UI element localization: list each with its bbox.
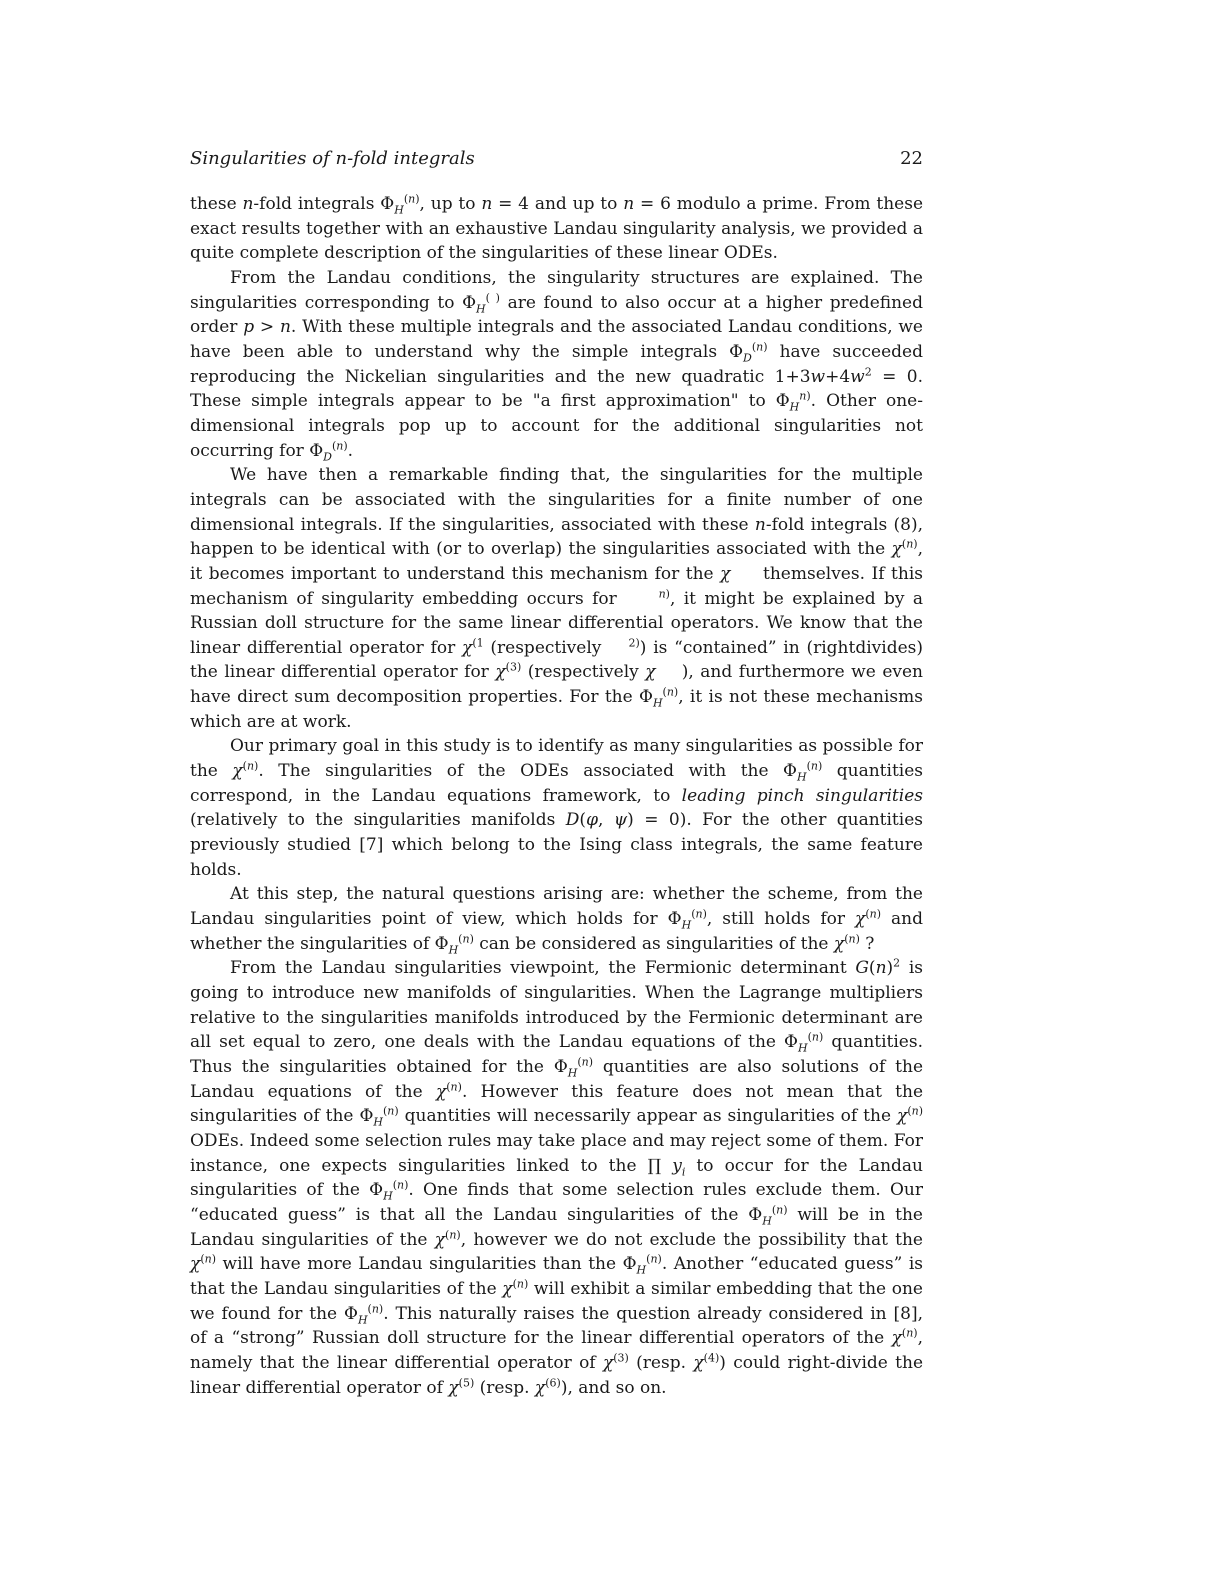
paragraph-4: Our primary goal in this study is to identify as many singularities as possible for the $\chi^{(n)}$. The singularities of the ODEs associated with the $\Phi_H^{(n)}$ quantities correspond, in the Landau equations framework, to leading pinch singularities (relatively to the singularities manifolds D(φ, ψ) = 0). For the other quantities previously studied [7] which belong to the Ising class integrals, the same feature holds.: [190, 736, 923, 880]
page-number: 22: [900, 148, 923, 169]
paragraph-3: We have then a remarkable finding that, the singularities for the multiple integrals can be associated with the singularities for a finite number of one dimensional integrals. If the singularities, associated with these n-fold integrals (8), happen to be identical with (or to overlap) the singularities associated with the $\chi^{(n)}$, it becomes important to understand this mechanism for the χ themselves. If this mechanism of singularity embedding occurs for $^{n)}$, it might be explained by a Russian doll structure for the same linear differential operators. We know that the linear differential operator for $\chi^{(1}$ (respectively $^{2)}$) is “contained” in (rightdivides) the linear differential operator for $\chi^{(3)}$ (respectively χ ), and furthermore we even have direct sum decomposition properties. For the $\Phi_H^{(n)}$, it is not these mechanisms which are at work.: [190, 465, 924, 732]
paragraph-2: From the Landau conditions, the singularity structures are explained. The singularities corresponding to $\Phi_H^{( )}$ are found to also occur at a higher predefined order p > n. With these multiple integrals and the associated Landau conditions, we have been able to understand why the simple integrals $\Phi_D^{(n)}$ have succeeded reproducing the Nickelian singularities and the new quadratic $1+3w+4w^2 = 0$. These simple integrals appear to be "a first approximation" to $\Phi_H^{n)}$. Other one-dimensional integrals pop up to account for the additional singularities not occurring for $\Phi_D^{(n)}$.: [190, 267, 924, 463]
running-title: Singularities of n-fold integrals: [190, 148, 475, 169]
running-head: [190, 148, 923, 174]
paragraph-5: At this step, the natural questions arising are: whether the scheme, from the Landau singularities point of view, which holds for $\Phi_H^{(n)}$, still holds for $\chi^{(n)}$ and whether the singularities of $\Phi_H^{(n)}$ can be considered as singularities of the $\chi^{(n)}$ ?: [190, 884, 923, 957]
paragraph-1: these n-fold integrals $\Phi_H^{(n)}$, up to n = 4 and up to n = 6 modulo a prime. From these exact results together with an exhaustive Landau singularity analysis, we provided a quite complete description of the singularities of these linear ODEs.: [190, 192, 924, 264]
paragraph-6: From the Landau singularities viewpoint, the Fermionic determinant $G(n)^2$ is going to introduce new manifolds of singularities. When the Lagrange multipliers relative to the singularities manifolds introduced by the Fermionic determinant are all set equal to zero, one deals with the Landau equations of the $\Phi_H^{(n)}$ quantities. Thus the singularities obtained for the $\Phi_H^{(n)}$ quantities are also solutions of the Landau equations of the $\chi^{(n)}$. However this feature does not mean that the singularities of the $\Phi_H^{(n)}$ quantities will necessarily appear as singularities of the $\chi^{(n)}$ ODEs. Indeed some selection rules may take place and may reject some of them. For instance, one expects singularities linked to the ∏ $y_i$ to occur for the Landau singularities of the $\Phi_H^{(n)}$. One finds that some selection rules exclude them. Our “educated guess” is that all the Landau singularities of the $\Phi_H^{(n)}$ will be in the Landau singularities of the $\chi^{(n)}$, however we do not exclude the possibility that the $\chi^{(n)}$ will have more Landau singularities than the $\Phi_H^{(n)}$. Another “educated guess” is that the Landau singularities of the $\chi^{(n)}$ will exhibit a similar embedding that the one we found for the $\Phi_H^{(n)}$. This naturally raises the question already considered in [8], of a “strong” Russian doll structure for the linear differential operators of the $\chi^{(n)}$, namely that the linear differential operator of $\chi^{(3)}$ (resp. $\chi^{(4)}$) could right-divide the linear differential operator of $\chi^{(5)}$ (resp. $\chi^{(6)}$), and so on.: [190, 956, 924, 1398]
body-text: [190, 192, 923, 1400]
